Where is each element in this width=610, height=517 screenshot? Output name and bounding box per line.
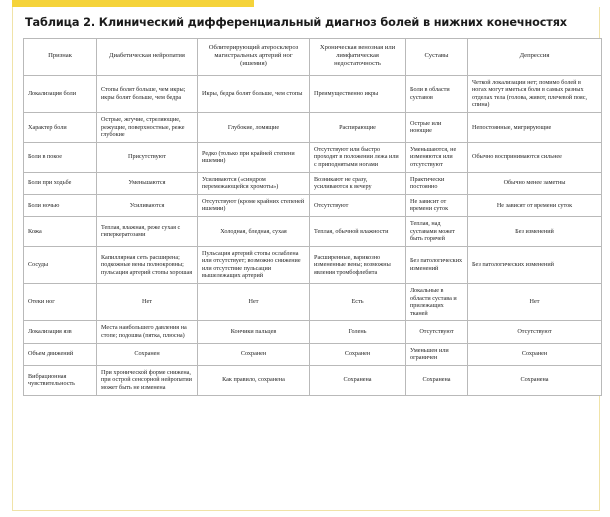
row-header-cell: Вибрационная чувствительность <box>24 365 97 395</box>
table-cell: Локальные в области сустава и прилежащих тканей <box>406 284 468 321</box>
column-header-diabetic-neuropathy: Диабетическая нейропатия <box>97 39 198 76</box>
table-row <box>24 112 602 142</box>
table-cell: Сохранен <box>198 343 310 365</box>
table-header <box>24 39 602 76</box>
table-cell: Как правило, сохранена <box>198 365 310 395</box>
table-cell: Теплая, влажная, реже сухая с гиперкератозами <box>97 216 198 246</box>
table-cell: Без изменений <box>468 216 602 246</box>
table-cell: Нет <box>468 284 602 321</box>
table-cell: Усиливаются <box>97 194 198 216</box>
table-cell: Отсутствуют <box>406 321 468 343</box>
table-row <box>24 246 602 283</box>
table-cell: Нет <box>198 284 310 321</box>
table-cell: Теплая, обычной влажности <box>310 216 406 246</box>
table-cell: Редко (только при крайней степени ишемии) <box>198 142 310 172</box>
table-cell: Возникают не сразу, усиливаются к вечеру <box>310 172 406 194</box>
table-cell: Теплая, над суставами может быть горячей <box>406 216 468 246</box>
row-header-cell: Боли при ходьбе <box>24 172 97 194</box>
row-header-cell: Локализация язв <box>24 321 97 343</box>
table-cell: Боли в области суставов <box>406 75 468 112</box>
table-cell: Распирающие <box>310 112 406 142</box>
table-cell: Сохранена <box>310 365 406 395</box>
table-row <box>24 284 602 321</box>
table-header-row <box>24 39 602 76</box>
table-row <box>24 194 602 216</box>
table-cell: Голень <box>310 321 406 343</box>
table-row <box>24 75 602 112</box>
row-header-cell: Сосуды <box>24 246 97 283</box>
table-cell: Не зависят от времени суток <box>468 194 602 216</box>
table-cell: Отсутствуют <box>310 194 406 216</box>
table-cell: Усиливаются («синдром перемежающейся хромоты») <box>198 172 310 194</box>
table-cell: Острые или ноющие <box>406 112 468 142</box>
table-cell: При хронической форме снижена, при острой сенсорной нейропатии может быть не изменена <box>97 365 198 395</box>
table-cell: Сохранен <box>310 343 406 365</box>
table-cell: Кончики пальцев <box>198 321 310 343</box>
table-cell: Отсутствуют (кроме крайних степеней ишемии) <box>198 194 310 216</box>
table-cell: Уменьшен или ограничен <box>406 343 468 365</box>
top-accent-bar <box>12 0 254 7</box>
row-header-cell: Кожа <box>24 216 97 246</box>
table-row <box>24 321 602 343</box>
column-header-joints: Суставы <box>406 39 468 76</box>
column-header-venous-insufficiency: Хроническая венозная или лимфатическая недостаточность <box>310 39 406 76</box>
table-cell: Преимущественно икры <box>310 75 406 112</box>
table-cell: Нет <box>97 284 198 321</box>
row-header-cell: Характер боли <box>24 112 97 142</box>
row-header-cell: Отеки ног <box>24 284 97 321</box>
table-body <box>24 75 602 395</box>
table-row <box>24 216 602 246</box>
table-cell: Холодная, бледная, сухая <box>198 216 310 246</box>
column-header-feature: Признак <box>24 39 97 76</box>
table-cell: Глубокие, ломящие <box>198 112 310 142</box>
page-title: Таблица 2. Клинический дифференциальный диагноз болей в нижних конечностях <box>25 16 567 29</box>
table-cell: Сохранен <box>97 343 198 365</box>
table-cell: Стопы болят больше, чем икры; икры болят больше, чем бедра <box>97 75 198 112</box>
table-cell: Обычно воспринимаются сильнее <box>468 142 602 172</box>
table-cell: Икры, бедра болят больше, чем стопы <box>198 75 310 112</box>
table-cell: Сохранена <box>406 365 468 395</box>
table-cell: Практически постоянно <box>406 172 468 194</box>
table-cell: Обычно менее заметны <box>468 172 602 194</box>
table-cell: Уменьшаются, не изменяются или отсутствуют <box>406 142 468 172</box>
table-cell: Сохранена <box>468 365 602 395</box>
table-row <box>24 142 602 172</box>
table-cell: Сохранен <box>468 343 602 365</box>
table-cell: Без патологических изменений <box>468 246 602 283</box>
content-card <box>12 7 600 511</box>
table-cell: Непостоянные, мигрирующие <box>468 112 602 142</box>
table-cell: Есть <box>310 284 406 321</box>
table-cell: Не зависит от времени суток <box>406 194 468 216</box>
row-header-cell: Боли ночью <box>24 194 97 216</box>
table-cell: Присутствуют <box>97 142 198 172</box>
table-row <box>24 343 602 365</box>
row-header-cell: Объем движений <box>24 343 97 365</box>
column-header-atherosclerosis: Облитерирующий атеросклероз магистральных артерий ног (ишемия) <box>198 39 310 76</box>
table-row <box>24 172 602 194</box>
table-cell: Капиллярная сеть расширена; подкожные вены полнокровны; пульсация артерий стопы хорошая <box>97 246 198 283</box>
row-header-cell: Боли в покое <box>24 142 97 172</box>
table-cell: Отсутствуют <box>468 321 602 343</box>
row-header-cell: Локализация боли <box>24 75 97 112</box>
table-cell: Четкой локализации нет; помимо болей в ногах могут иметься боли в самых разных отделах тела (голова, живот, плечевой пояс, спина) <box>468 75 602 112</box>
column-header-depression: Депрессия <box>468 39 602 76</box>
table-cell: Расширенные, варикозно измененные вены; возможны явления тромбофлебита <box>310 246 406 283</box>
table-cell: Без патологических изменений <box>406 246 468 283</box>
table-cell: Острые, жгучие, стреляющие, режущие, поверхностные, реже глубокие <box>97 112 198 142</box>
table-row <box>24 365 602 395</box>
differential-diagnosis-table <box>23 38 602 396</box>
table-cell: Пульсация артерий стопы ослаблена или отсутствует; возможно снижение или отсутствие пульсации вышележащих артерий <box>198 246 310 283</box>
table-cell: Места наибольшего давления на стопе; подошва (пятка, плюсна) <box>97 321 198 343</box>
table-cell: Отсутствуют или быстро проходят в положении лежа или с приподнятыми ногами <box>310 142 406 172</box>
table-cell: Уменьшаются <box>97 172 198 194</box>
